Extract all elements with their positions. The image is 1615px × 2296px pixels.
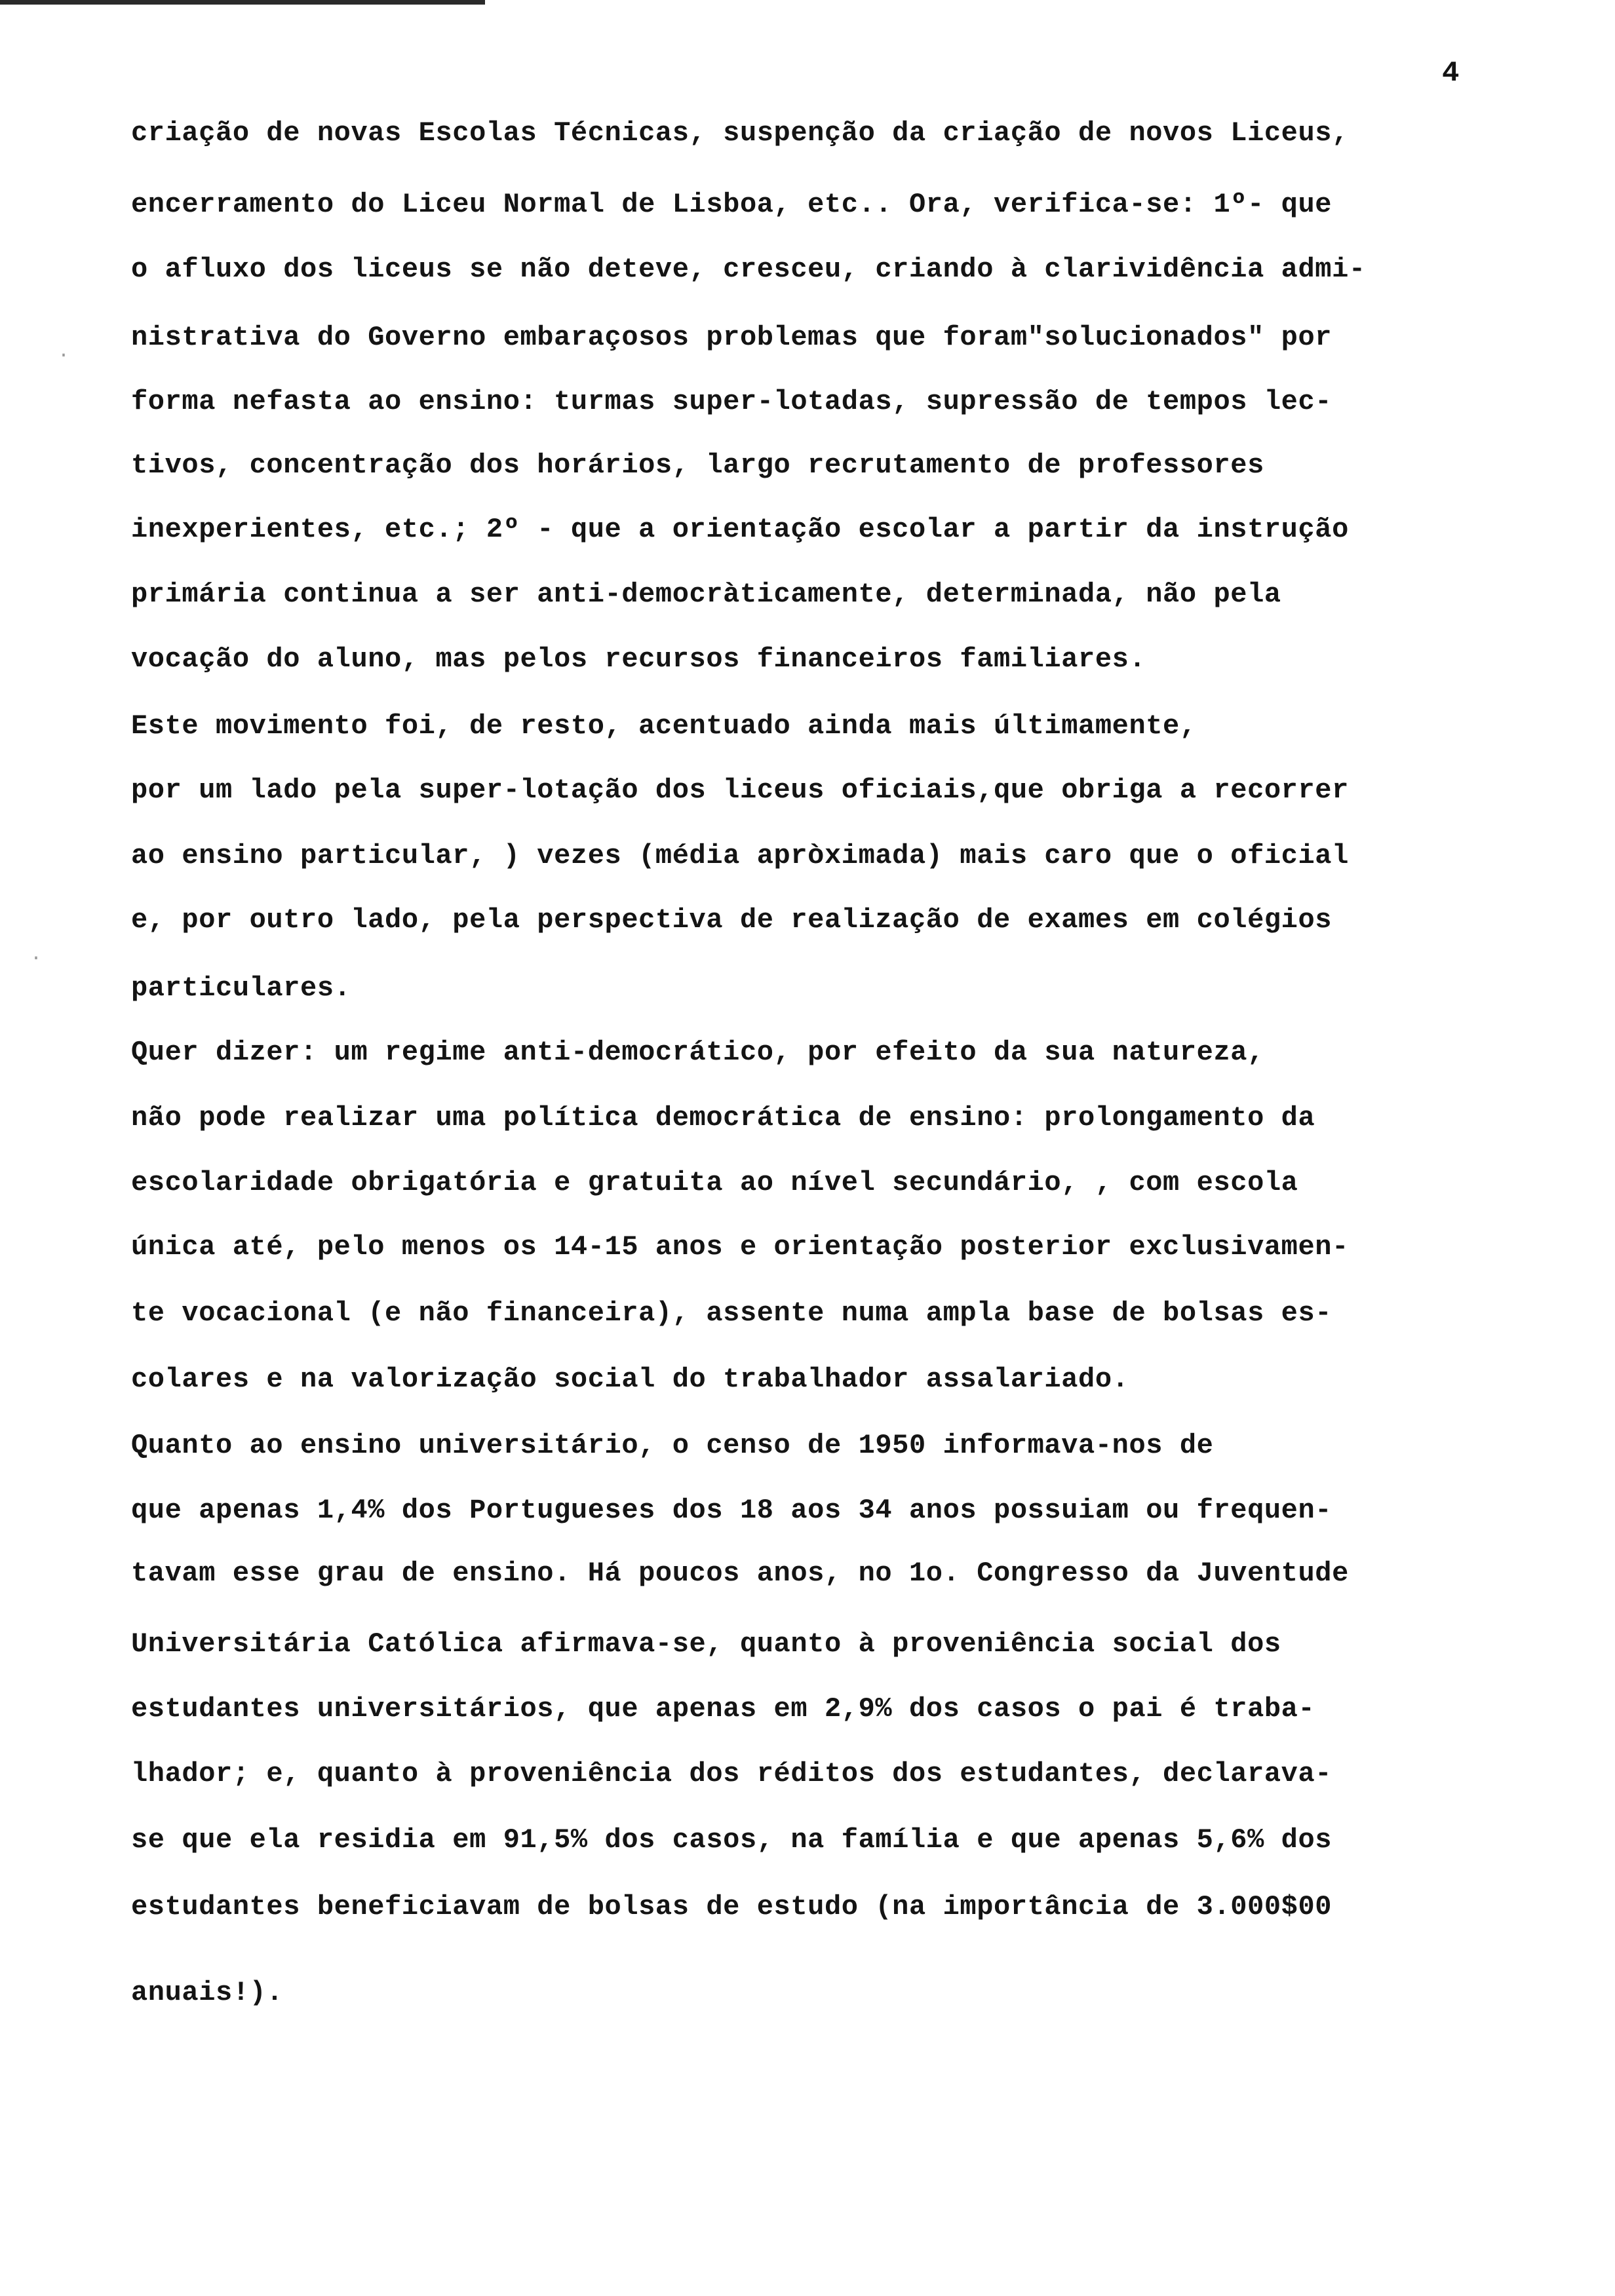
text-line: te vocacional (e não financeira), assente numa ampla base de bolsas es- <box>131 1297 1333 1329</box>
text-line: colares e na valorização social do trabalhador assalariado. <box>131 1364 1129 1395</box>
text-line: primária continua a ser anti-democràticamente, determinada, não pela <box>131 579 1281 610</box>
text-line: Universitária Católica afirmava-se, quanto à proveniência social dos <box>131 1628 1281 1660</box>
text-line: e, por outro lado, pela perspectiva de realização de exames em colégios <box>131 904 1333 936</box>
text-line: única até, pelo menos os 14-15 anos e orientação posterior exclusivamen- <box>131 1231 1349 1263</box>
page-number: 4 <box>1442 57 1460 90</box>
text-line: inexperientes, etc.; 2º - que a orientação escolar a partir da instrução <box>131 514 1349 545</box>
text-line: Quanto ao ensino universitário, o censo de 1950 informava-nos de <box>131 1430 1214 1461</box>
text-line: anuais!). <box>131 1977 284 2008</box>
text-line: criação de novas Escolas Técnicas, suspenção da criação de novos Liceus, <box>131 117 1349 149</box>
text-line: particulares. <box>131 972 351 1004</box>
margin-mark: · <box>58 345 70 367</box>
text-line: vocação do aluno, mas pelos recursos financeiros familiares. <box>131 643 1146 675</box>
text-line: o afluxo dos liceus se não deteve, cresceu, criando à clarividência admi- <box>131 254 1366 285</box>
text-line: não pode realizar uma política democrática de ensino: prolongamento da <box>131 1102 1315 1134</box>
text-line: tivos, concentração dos horários, largo recrutamento de professores <box>131 450 1264 481</box>
text-line: ao ensino particular, ) vezes (média apròximada) mais caro que o oficial <box>131 840 1349 871</box>
text-line: que apenas 1,4% dos Portugueses dos 18 aos 34 anos possuiam ou frequen- <box>131 1495 1333 1526</box>
text-line: Este movimento foi, de resto, acentuado ainda mais últimamente, <box>131 710 1197 742</box>
text-line: tavam esse grau de ensino. Há poucos anos, no 1o. Congresso da Juventude <box>131 1558 1349 1589</box>
text-line: escolaridade obrigatória e gratuita ao nível secundário, , com escola <box>131 1167 1298 1198</box>
top-border-rule <box>0 0 485 5</box>
margin-mark: · <box>30 947 43 970</box>
text-line: encerramento do Liceu Normal de Lisboa, etc.. Ora, verifica-se: 1º- que <box>131 189 1333 220</box>
text-line: por um lado pela super-lotação dos liceus oficiais,que obriga a recorrer <box>131 775 1349 806</box>
text-line: estudantes beneficiavam de bolsas de estudo (na importância de 3.000$00 <box>131 1891 1333 1923</box>
text-line: lhador; e, quanto à proveniência dos réditos dos estudantes, declarava- <box>131 1758 1333 1789</box>
text-line: nistrativa do Governo embaraçosos problemas que foram"solucionados" por <box>131 322 1333 353</box>
text-line: se que ela residia em 91,5% dos casos, na família e que apenas 5,6% dos <box>131 1824 1333 1856</box>
text-line: forma nefasta ao ensino: turmas super-lotadas, supressão de tempos lec- <box>131 386 1333 417</box>
text-line: Quer dizer: um regime anti-democrático, por efeito da sua natureza, <box>131 1037 1264 1068</box>
text-line: estudantes universitários, que apenas em 2,9% dos casos o pai é traba- <box>131 1693 1315 1725</box>
